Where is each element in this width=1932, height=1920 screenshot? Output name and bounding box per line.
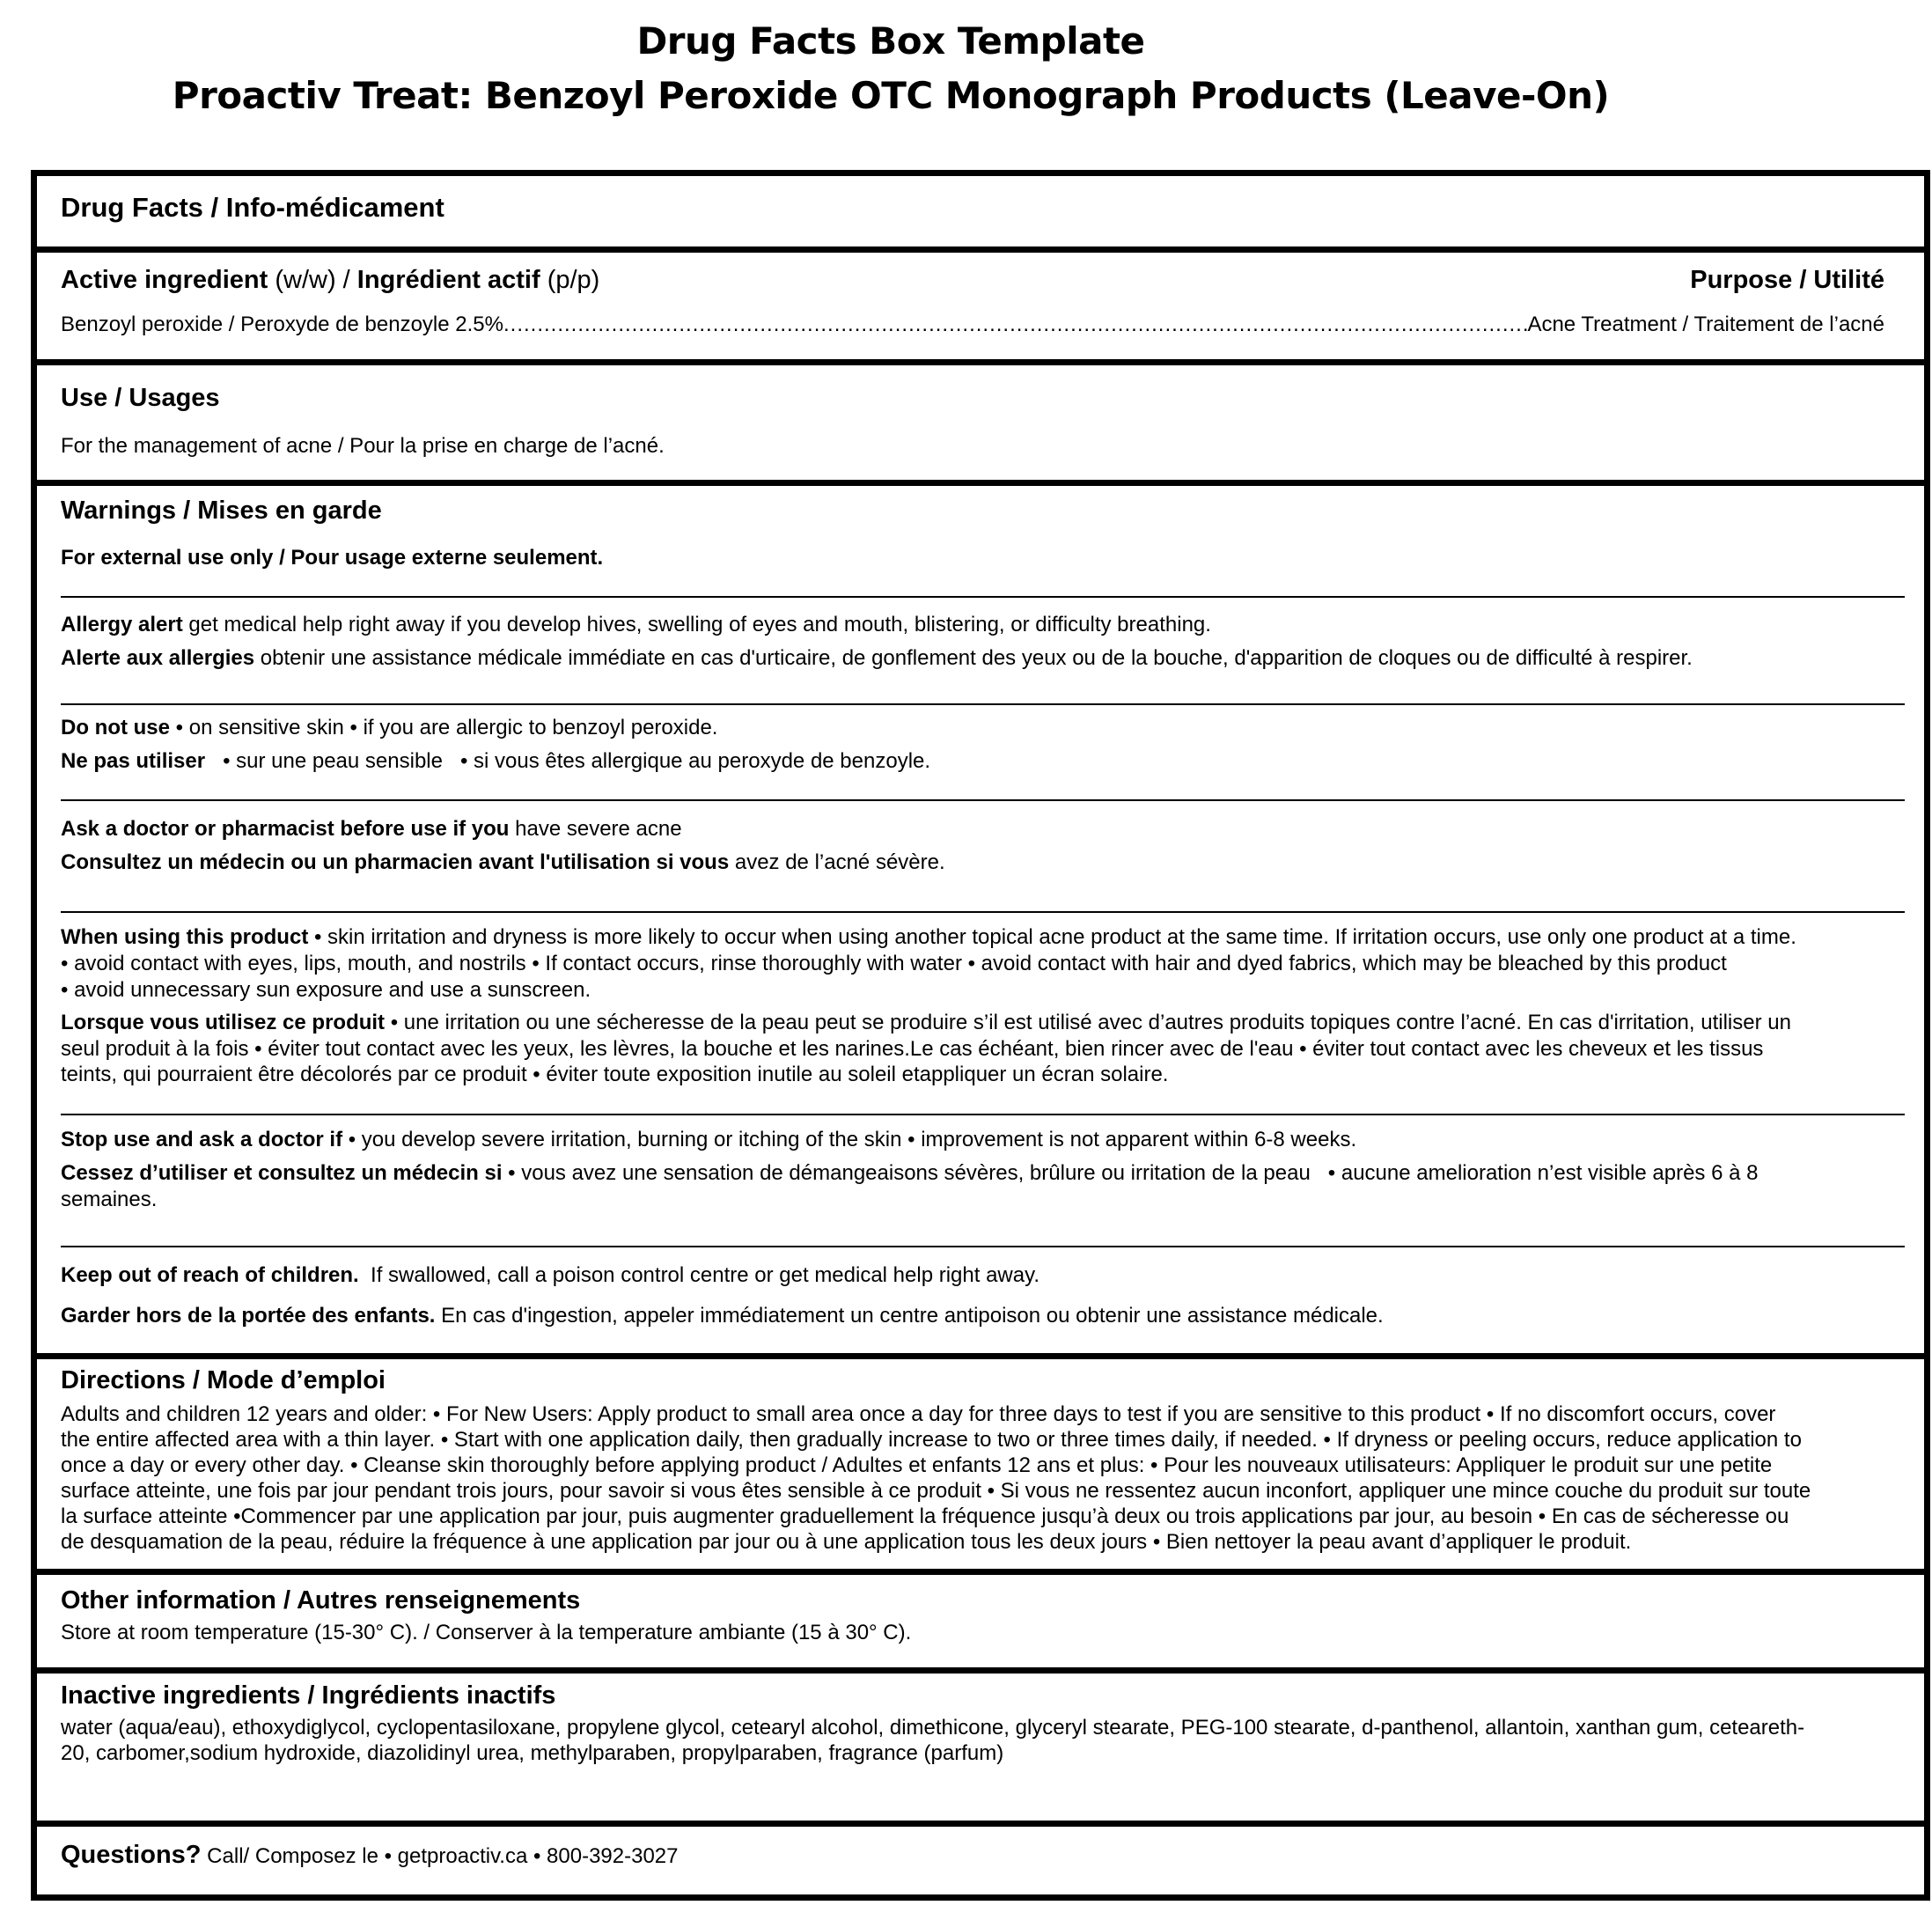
stop-use-en <box>61 1127 1356 1153</box>
drug-facts-panel <box>31 170 1930 1901</box>
other-info-heading: Other information / Autres renseignements <box>61 1586 581 1615</box>
inactive-ingredients-line: water (aqua/eau), ethoxydiglycol, cyclopentasiloxane, propylene glycol, cetearyl alcohol, dimethicone, glyceryl stearate, PEG-100 stearate, d-panthenol, allantoin, xanthan gum, ceteareth- <box>61 1716 1805 1740</box>
warnings-rule <box>61 799 1905 801</box>
stop-use-en-label: Stop use and ask a doctor if <box>61 1128 343 1151</box>
allergy-alert-fr-label: Alerte aux allergies <box>61 646 255 670</box>
section-divider <box>37 359 1924 365</box>
stop-use-fr-text: • vous avez une sensation de démangeaisons sévères, brûlure ou irritation de la peau • aucune amelioration n’est visible après 6 à 8 <box>502 1161 1759 1185</box>
use-heading: Use / Usages <box>61 384 220 412</box>
warnings-rule <box>61 1114 1905 1115</box>
allergy-alert-fr <box>61 645 1693 672</box>
when-using-en-text: • skin irritation and dryness is more likely to occur when using another topical acne product at the same time. If irritation occurs, use only one product at a time. <box>308 925 1796 949</box>
section-divider <box>37 1569 1924 1575</box>
active-ingredient-unit-fr: (p/p) <box>540 266 600 294</box>
when-using-fr-text: • une irritation ou une sécheresse de la peau peut se produire s’il est utilisé avec d’autres produits topiques contre l’acné. En cas d'irritation, utiliser un <box>385 1011 1791 1034</box>
directions-line: once a day or every other day. • Cleanse skin thoroughly before applying product / Adultes et enfants 12 ans et plus: • Pour les nouveaux utilisateurs: Appliquer le produit sur une petite <box>61 1453 1773 1477</box>
warnings-rule <box>61 1246 1905 1247</box>
do-not-use-fr-label: Ne pas utiliser <box>61 749 206 773</box>
questions-contact: Call/ Composez le • getproactiv.ca • 800-392-3027 <box>201 1844 679 1868</box>
keep-out-en-text: If swallowed, call a poison control centre or get medical help right away. <box>358 1263 1039 1287</box>
warnings-rule <box>61 703 1905 705</box>
inactive-ingredients-heading: Inactive ingredients / Ingrédients inactifs <box>61 1681 556 1710</box>
keep-out-fr <box>61 1303 1384 1329</box>
other-info-text: Store at room temperature (15-30° C). / Conserver à la temperature ambiante (15 à 30° C). <box>61 1621 912 1644</box>
ask-doctor-fr-text: avez de l’acné sévère. <box>729 850 945 874</box>
ask-doctor-en-label: Ask a doctor or pharmacist before use if you <box>61 817 510 841</box>
active-ingredient-label-fr: Ingrédient actif <box>356 266 540 294</box>
do-not-use-fr <box>61 748 930 775</box>
ask-doctor-en-text: have severe acne <box>509 817 682 841</box>
warnings-rule <box>61 596 1905 598</box>
warnings-rule <box>61 911 1905 913</box>
ask-doctor-fr <box>61 850 945 876</box>
active-ingredient-name: Benzoyl peroxide / Peroxyde de benzoyle 2.5% <box>61 313 503 336</box>
keep-out-en <box>61 1262 1039 1289</box>
inactive-ingredients-line: 20, carbomer,sodium hydroxide, diazolidinyl urea, methylparaben, propylparaben, fragrance (parfum) <box>61 1741 1004 1765</box>
active-ingredient-unit-en: (w/w) / <box>268 266 357 294</box>
do-not-use-en <box>61 715 717 741</box>
warnings-heading: Warnings / Mises en garde <box>61 497 382 525</box>
ask-doctor-fr-label: Consultez un médecin ou un pharmacien avant l'utilisation si vous <box>61 850 730 874</box>
keep-out-en-label: Keep out of reach of children. <box>61 1263 359 1287</box>
directions-line: surface atteinte, une fois par jour pendant trois jours, pour savoir si vous êtes sensible à ce produit • Si vous ne ressentez aucun inconfort, appliquer une mince couche du produit sur toute <box>61 1479 1811 1503</box>
allergy-alert-en <box>61 612 1211 638</box>
directions-line: la surface atteinte •Commencer par une application par jour, puis augmenter graduellement la fréquence jusqu’à deux ou trois applications par jour, au besoin • En cas de sécheresse ou <box>61 1504 1789 1528</box>
when-using-en-label: When using this product <box>61 925 309 949</box>
directions-line: Adults and children 12 years and older: • For New Users: Apply product to small area once a day for three days to test if you are sensitive to this product • If no discomfort occurs, cover <box>61 1402 1776 1426</box>
keep-out-fr-text: En cas d'ingestion, appeler immédiatement un centre antipoison ou obtenir une assistance médicale. <box>435 1304 1384 1328</box>
questions-line <box>61 1843 679 1870</box>
external-use-warning: For external use only / Pour usage externe seulement. <box>61 546 604 570</box>
stop-use-fr-line: semaines. <box>61 1188 158 1211</box>
stop-use-fr-label: Cessez d’utiliser et consultez un médecin si <box>61 1161 503 1185</box>
purpose-heading: Purpose / Utilité <box>1690 266 1884 294</box>
page-title: Drug Facts Box Template <box>636 19 1145 63</box>
section-divider <box>37 1353 1924 1359</box>
leader-dots <box>503 313 1527 337</box>
when-using-fr-label: Lorsque vous utilisez ce produit <box>61 1011 386 1034</box>
directions-line: de desquamation de la peau, réduire la fréquence à une application par jour ou à une application tous les deux jours • Bien nettoyer la peau avant d’appliquer le produit. <box>61 1530 1632 1554</box>
stop-use-en-text: • you develop severe irritation, burning or itching of the skin • improvement is not apparent within 6-8 weeks. <box>342 1128 1357 1151</box>
when-using-fr-line: teints, qui pourraient être décolorés par ce produit • éviter toute exposition inutile au soleil etappliquer un écran solaire. <box>61 1063 1169 1086</box>
drug-facts-heading: Drug Facts / Info-médicament <box>61 192 444 223</box>
keep-out-fr-label: Garder hors de la portée des enfants. <box>61 1304 436 1328</box>
ask-doctor-en <box>61 816 682 842</box>
section-divider <box>37 1667 1924 1674</box>
active-ingredient-purpose: Acne Treatment / Traitement de l’acné <box>1527 313 1884 336</box>
active-ingredient-heading <box>61 268 599 294</box>
section-divider <box>37 1821 1924 1827</box>
section-divider <box>37 246 1924 253</box>
directions-heading: Directions / Mode d’emploi <box>61 1366 386 1394</box>
questions-label: Questions? <box>61 1841 202 1869</box>
when-using-en-line: • avoid contact with eyes, lips, mouth, and nostrils • If contact occurs, rinse thoroughly with water • avoid contact with hair and dyed fabrics, which may be bleached by this product <box>61 952 1727 975</box>
active-ingredient-row <box>61 313 1884 337</box>
stop-use-fr-line <box>61 1160 1758 1187</box>
when-using-fr-line <box>61 1010 1791 1036</box>
page-subtitle: Proactiv Treat: Benzoyl Peroxide OTC Monograph Products (Leave-On) <box>172 74 1610 117</box>
do-not-use-en-label: Do not use <box>61 716 170 739</box>
active-ingredient-label-en: Active ingredient <box>61 266 268 294</box>
section-divider <box>37 480 1924 486</box>
when-using-fr-line: seul produit à la fois • éviter tout contact avec les yeux, les lèvres, la bouche et les narines.Le cas échéant, bien rincer avec de l'eau • éviter tout contact avec les cheveux et les tissus <box>61 1037 1764 1061</box>
allergy-alert-en-label: Allergy alert <box>61 613 183 636</box>
allergy-alert-en-text: get medical help right away if you develop hives, swelling of eyes and mouth, blistering, or difficulty breathing. <box>182 613 1211 636</box>
do-not-use-fr-text: • sur une peau sensible • si vous êtes allergique au peroxyde de benzoyle. <box>205 749 931 773</box>
do-not-use-en-text: • on sensitive skin • if you are allergic to benzoyl peroxide. <box>170 716 718 739</box>
when-using-en-line: • avoid unnecessary sun exposure and use a sunscreen. <box>61 978 591 1002</box>
allergy-alert-fr-text: obtenir une assistance médicale immédiate en cas d'urticaire, de gonflement des yeux ou de la bouche, d'apparition de cloques ou de difficulté à respirer. <box>254 646 1693 670</box>
directions-line: the entire affected area with a thin layer. • Start with one application daily, then gradually increase to two or three times daily, if needed. • If dryness or peeling occurs, reduce application to <box>61 1428 1802 1452</box>
when-using-en-line <box>61 924 1796 951</box>
use-text: For the management of acne / Pour la prise en charge de l’acné. <box>61 434 665 458</box>
